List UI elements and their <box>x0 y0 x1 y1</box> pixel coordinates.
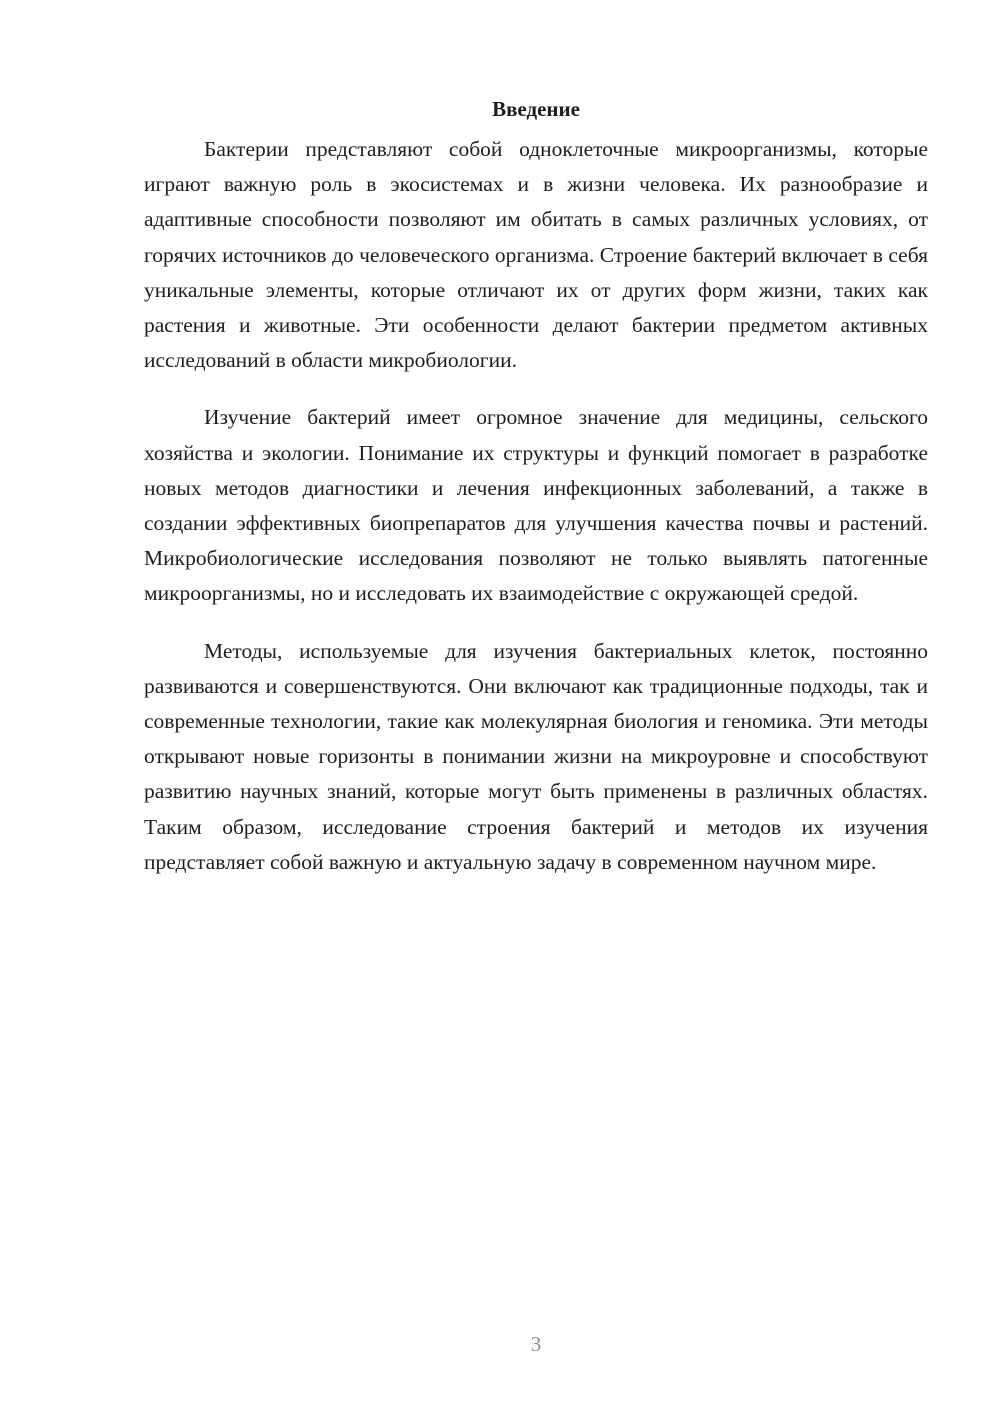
paragraph-3: Методы, используемые для изучения бактериальных клеток, постоянно развиваются и совершенствуются. Они включают как традиционные подходы, так и современные технологии, такие как молекулярная биология и геномика. Эти методы открывают новые горизонты в понимании жизни на микроуровне и способствуют развитию научных знаний, которые могут быть применены в различных областях. Таким образом, исследование строения бактерий и методов их изучения представляет собой важную и актуальную задачу в современном научном мире. <box>144 638 928 874</box>
page-content <box>144 92 928 880</box>
page-number: 3 <box>530 1332 542 1356</box>
section-heading: Введение <box>492 97 580 121</box>
paragraph-1: Бактерии представляют собой одноклеточные микроорганизмы, которые играют важную роль в экосистемах и в жизни человека. Их разнообразие и адаптивные способности позволяют им обитать в самых различных условиях, от горячих источников до человеческого организма. Строение бактерий включает в себя уникальные элементы, которые отличают их от других форм жизни, таких как растения и животные. Эти особенности делают бактерии предметом активных исследований в области микробиологии. <box>144 137 928 373</box>
paragraph-2: Изучение бактерий имеет огромное значение для медицины, сельского хозяйства и экологии. Понимание их структуры и функций помогает в разработке новых методов диагностики и лечения инфекционных заболеваний, а также в создании эффективных биопрепаратов для улучшения качества почвы и растений. Микробиологические исследования позволяют не только выявлять патогенные микроорганизмы, но и исследовать их взаимодействие с окружающей средой. <box>144 405 928 606</box>
